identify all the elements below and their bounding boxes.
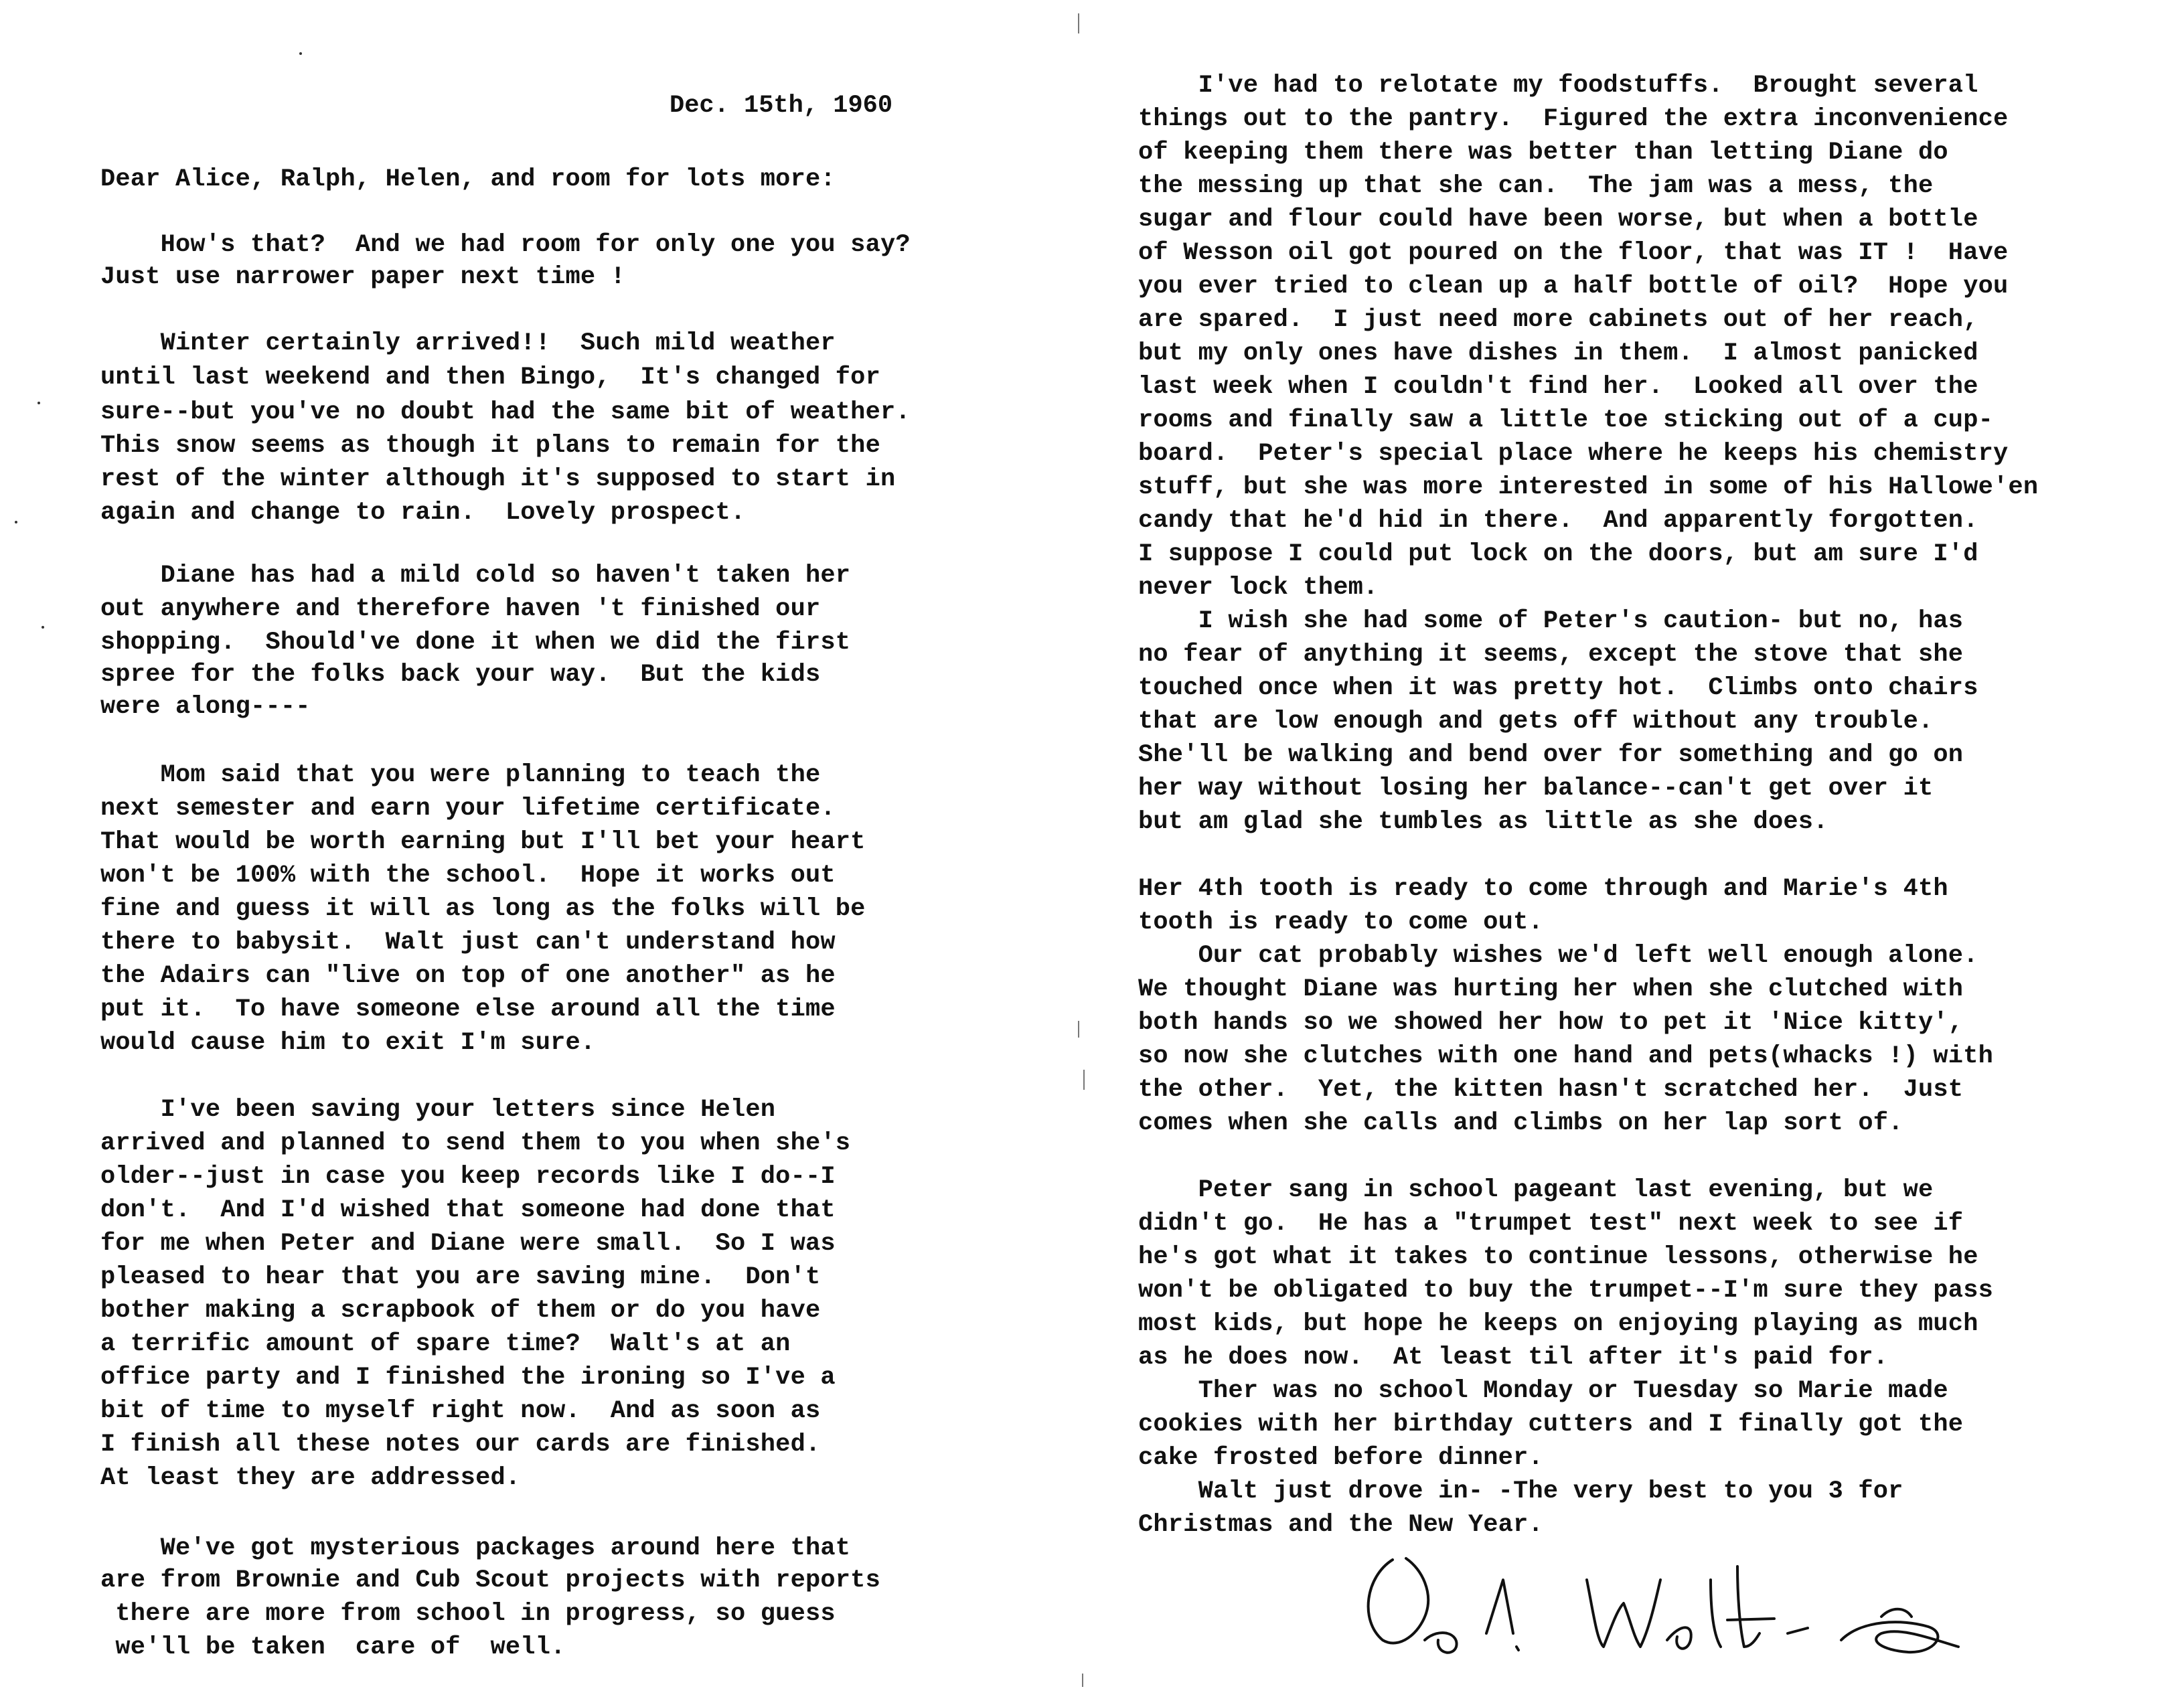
letter-line: cake frosted before dinner. xyxy=(1138,1444,1543,1472)
paper-speck xyxy=(15,521,17,523)
letter-line: until last weekend and then Bingo, It's changed for xyxy=(100,363,880,392)
letter-line: of Wesson oil got poured on the floor, that was IT ! Have xyxy=(1138,239,2009,267)
letter-line: there to babysit. Walt just can't understand how xyxy=(100,928,836,957)
letter-line: Her 4th tooth is ready to come through and Marie's 4th xyxy=(1138,875,1948,903)
letter-line: Our cat probably wishes we'd left well enough alone. xyxy=(1138,942,1978,970)
letter-line: pleased to hear that you are saving mine. Don't xyxy=(100,1263,821,1291)
left-page xyxy=(100,0,1051,1707)
letter-line: Mom said that you were planning to teach the xyxy=(100,761,821,789)
letter-line: the messing up that she can. The jam was a mess, the xyxy=(1138,172,1934,200)
letter-line: touched once when it was pretty hot. Climbs onto chairs xyxy=(1138,674,1978,702)
center-mark xyxy=(1082,1674,1083,1687)
letter-line: didn't go. He has a "trumpet test" next week to see if xyxy=(1138,1210,1964,1238)
letter-line: office party and I finished the ironing so I've a xyxy=(100,1364,836,1392)
letter-line: no fear of anything it seems, except the stove that she xyxy=(1138,641,1964,669)
letter-line: were along---- xyxy=(100,693,311,721)
center-mark xyxy=(1078,13,1079,33)
letter-line: would cause him to exit I'm sure. xyxy=(100,1029,596,1057)
letter-line: things out to the pantry. Figured the extra inconvenience xyxy=(1138,105,2009,133)
letter-line: as he does now. At least til after it's paid for. xyxy=(1138,1344,1889,1372)
letter-line: Winter certainly arrived!! Such mild weather xyxy=(100,329,836,357)
letter-line: bother making a scrapbook of them or do you have xyxy=(100,1297,821,1325)
letter-line: don't. And I'd wished that someone had done that xyxy=(100,1196,836,1224)
letter-line: so now she clutches with one hand and pets(whacks !) with xyxy=(1138,1042,1994,1070)
letter-line: again and change to rain. Lovely prospect. xyxy=(100,499,746,527)
letter-line: This snow seems as though it plans to remain for the xyxy=(100,432,880,460)
letter-line: won't be obligated to buy the trumpet--I'm sure they pass xyxy=(1138,1277,1994,1305)
letter-line: arrived and planned to send them to you when she's xyxy=(100,1129,851,1157)
letter-line: most kids, but hope he keeps on enjoying playing as much xyxy=(1138,1310,1978,1338)
center-mark xyxy=(1083,1070,1085,1090)
letter-line: shopping. Should've done it when we did the first xyxy=(100,629,851,657)
paper-speck xyxy=(37,402,40,404)
letter-line: the other. Yet, the kitten hasn't scratched her. Just xyxy=(1138,1076,1964,1104)
letter-line: I wish she had some of Peter's caution- but no, has xyxy=(1138,607,1964,635)
letter-line: her way without losing her balance--can't get over it xyxy=(1138,775,1934,803)
letter-line: tooth is ready to come out. xyxy=(1138,908,1543,937)
letter-line: I've had to relotate my foodstuffs. Brought several xyxy=(1138,72,1978,100)
letter-line: we'll be taken care of well. xyxy=(100,1633,566,1661)
letter-line: that are low enough and gets off without any trouble. xyxy=(1138,708,1934,736)
letter-line: out anywhere and therefore haven 't finished our xyxy=(100,595,821,623)
letter-line: he's got what it takes to continue lessons, otherwise he xyxy=(1138,1243,1978,1271)
letter-line: stuff, but she was more interested in some of his Hallowe'en xyxy=(1138,473,2039,501)
letter-line: fine and guess it will as long as the folks will be xyxy=(100,895,866,923)
letter-date: Dec. 15th, 1960 xyxy=(670,92,893,120)
letter-line: sugar and flour could have been worse, but when a bottle xyxy=(1138,206,1978,234)
signature xyxy=(1346,1540,1962,1667)
letter-line: We've got mysterious packages around here that xyxy=(100,1534,851,1562)
letter-line: are from Brownie and Cub Scout projects with reports xyxy=(100,1566,880,1595)
letter-line: bit of time to myself right now. And as soon as xyxy=(100,1397,821,1425)
letter-line: you ever tried to clean up a half bottle of oil? Hope you xyxy=(1138,272,2009,301)
letter-line: Walt just drove in- -The very best to you 3 for xyxy=(1138,1477,1903,1506)
right-page xyxy=(1138,0,2129,1707)
letter-line: last week when I couldn't find her. Looked all over the xyxy=(1138,373,1978,401)
letter-line: next semester and earn your lifetime certificate. xyxy=(100,795,836,823)
letter-line: cookies with her birthday cutters and I finally got the xyxy=(1138,1410,1964,1439)
letter-line: She'll be walking and bend over for something and go on xyxy=(1138,741,1964,769)
letter-line: I finish all these notes our cards are finished. xyxy=(100,1431,821,1459)
center-mark xyxy=(1078,1021,1079,1038)
letter-line: candy that he'd hid in there. And apparently forgotten. xyxy=(1138,507,1978,535)
letter-line: How's that? And we had room for only one you say? xyxy=(100,231,911,259)
letter-line: I've been saving your letters since Helen xyxy=(100,1096,776,1124)
letter-line: Ther was no school Monday or Tuesday so Marie made xyxy=(1138,1377,1948,1405)
letter-line: Dear Alice, Ralph, Helen, and room for lots more: xyxy=(100,165,836,193)
letter-line: are spared. I just need more cabinets out of her reach, xyxy=(1138,306,1978,334)
letter-line: I suppose I could put lock on the doors, but am sure I'd xyxy=(1138,540,1978,568)
letter-line: never lock them. xyxy=(1138,574,1379,602)
letter-line: Just use narrower paper next time ! xyxy=(100,263,626,291)
letter-line: the Adairs can "live on top of one another" as he xyxy=(100,962,836,990)
letter-line: rest of the winter although it's supposed to start in xyxy=(100,465,896,493)
letter-line: That would be worth earning but I'll bet your heart xyxy=(100,828,866,856)
paper-speck xyxy=(42,626,44,629)
letter-line: put it. To have someone else around all the time xyxy=(100,995,836,1024)
letter-line: board. Peter's special place where he keeps his chemistry xyxy=(1138,440,2009,468)
letter-line: Peter sang in school pageant last evening, but we xyxy=(1138,1176,1934,1204)
letter-line: rooms and finally saw a little toe sticking out of a cup- xyxy=(1138,406,1994,434)
letter-line: sure--but you've no doubt had the same bit of weather. xyxy=(100,398,911,426)
letter-line: but my only ones have dishes in them. I almost panicked xyxy=(1138,339,1978,368)
letter-line: but am glad she tumbles as little as she does. xyxy=(1138,808,1828,836)
letter-line: a terrific amount of spare time? Walt's at an xyxy=(100,1330,791,1358)
letter-line: for me when Peter and Diane were small. So I was xyxy=(100,1230,836,1258)
paper-speck xyxy=(299,52,302,55)
letter-line: comes when she calls and climbs on her lap sort of. xyxy=(1138,1109,1903,1137)
letter-line: won't be 100% with the school. Hope it works out xyxy=(100,862,836,890)
letter-line: both hands so we showed her how to pet it 'Nice kitty', xyxy=(1138,1009,1964,1037)
letter-line: At least they are addressed. xyxy=(100,1464,521,1492)
letter-line: older--just in case you keep records like I do--I xyxy=(100,1163,836,1191)
letter-line: spree for the folks back your way. But the kids xyxy=(100,661,821,689)
letter-line: Diane has had a mild cold so haven't taken her xyxy=(100,562,851,590)
letter-line: there are more from school in progress, so guess xyxy=(100,1600,836,1628)
letter-line: of keeping them there was better than letting Diane do xyxy=(1138,139,1948,167)
letter-line: Christmas and the New Year. xyxy=(1138,1511,1543,1539)
letter-line: We thought Diane was hurting her when she clutched with xyxy=(1138,975,1964,1003)
